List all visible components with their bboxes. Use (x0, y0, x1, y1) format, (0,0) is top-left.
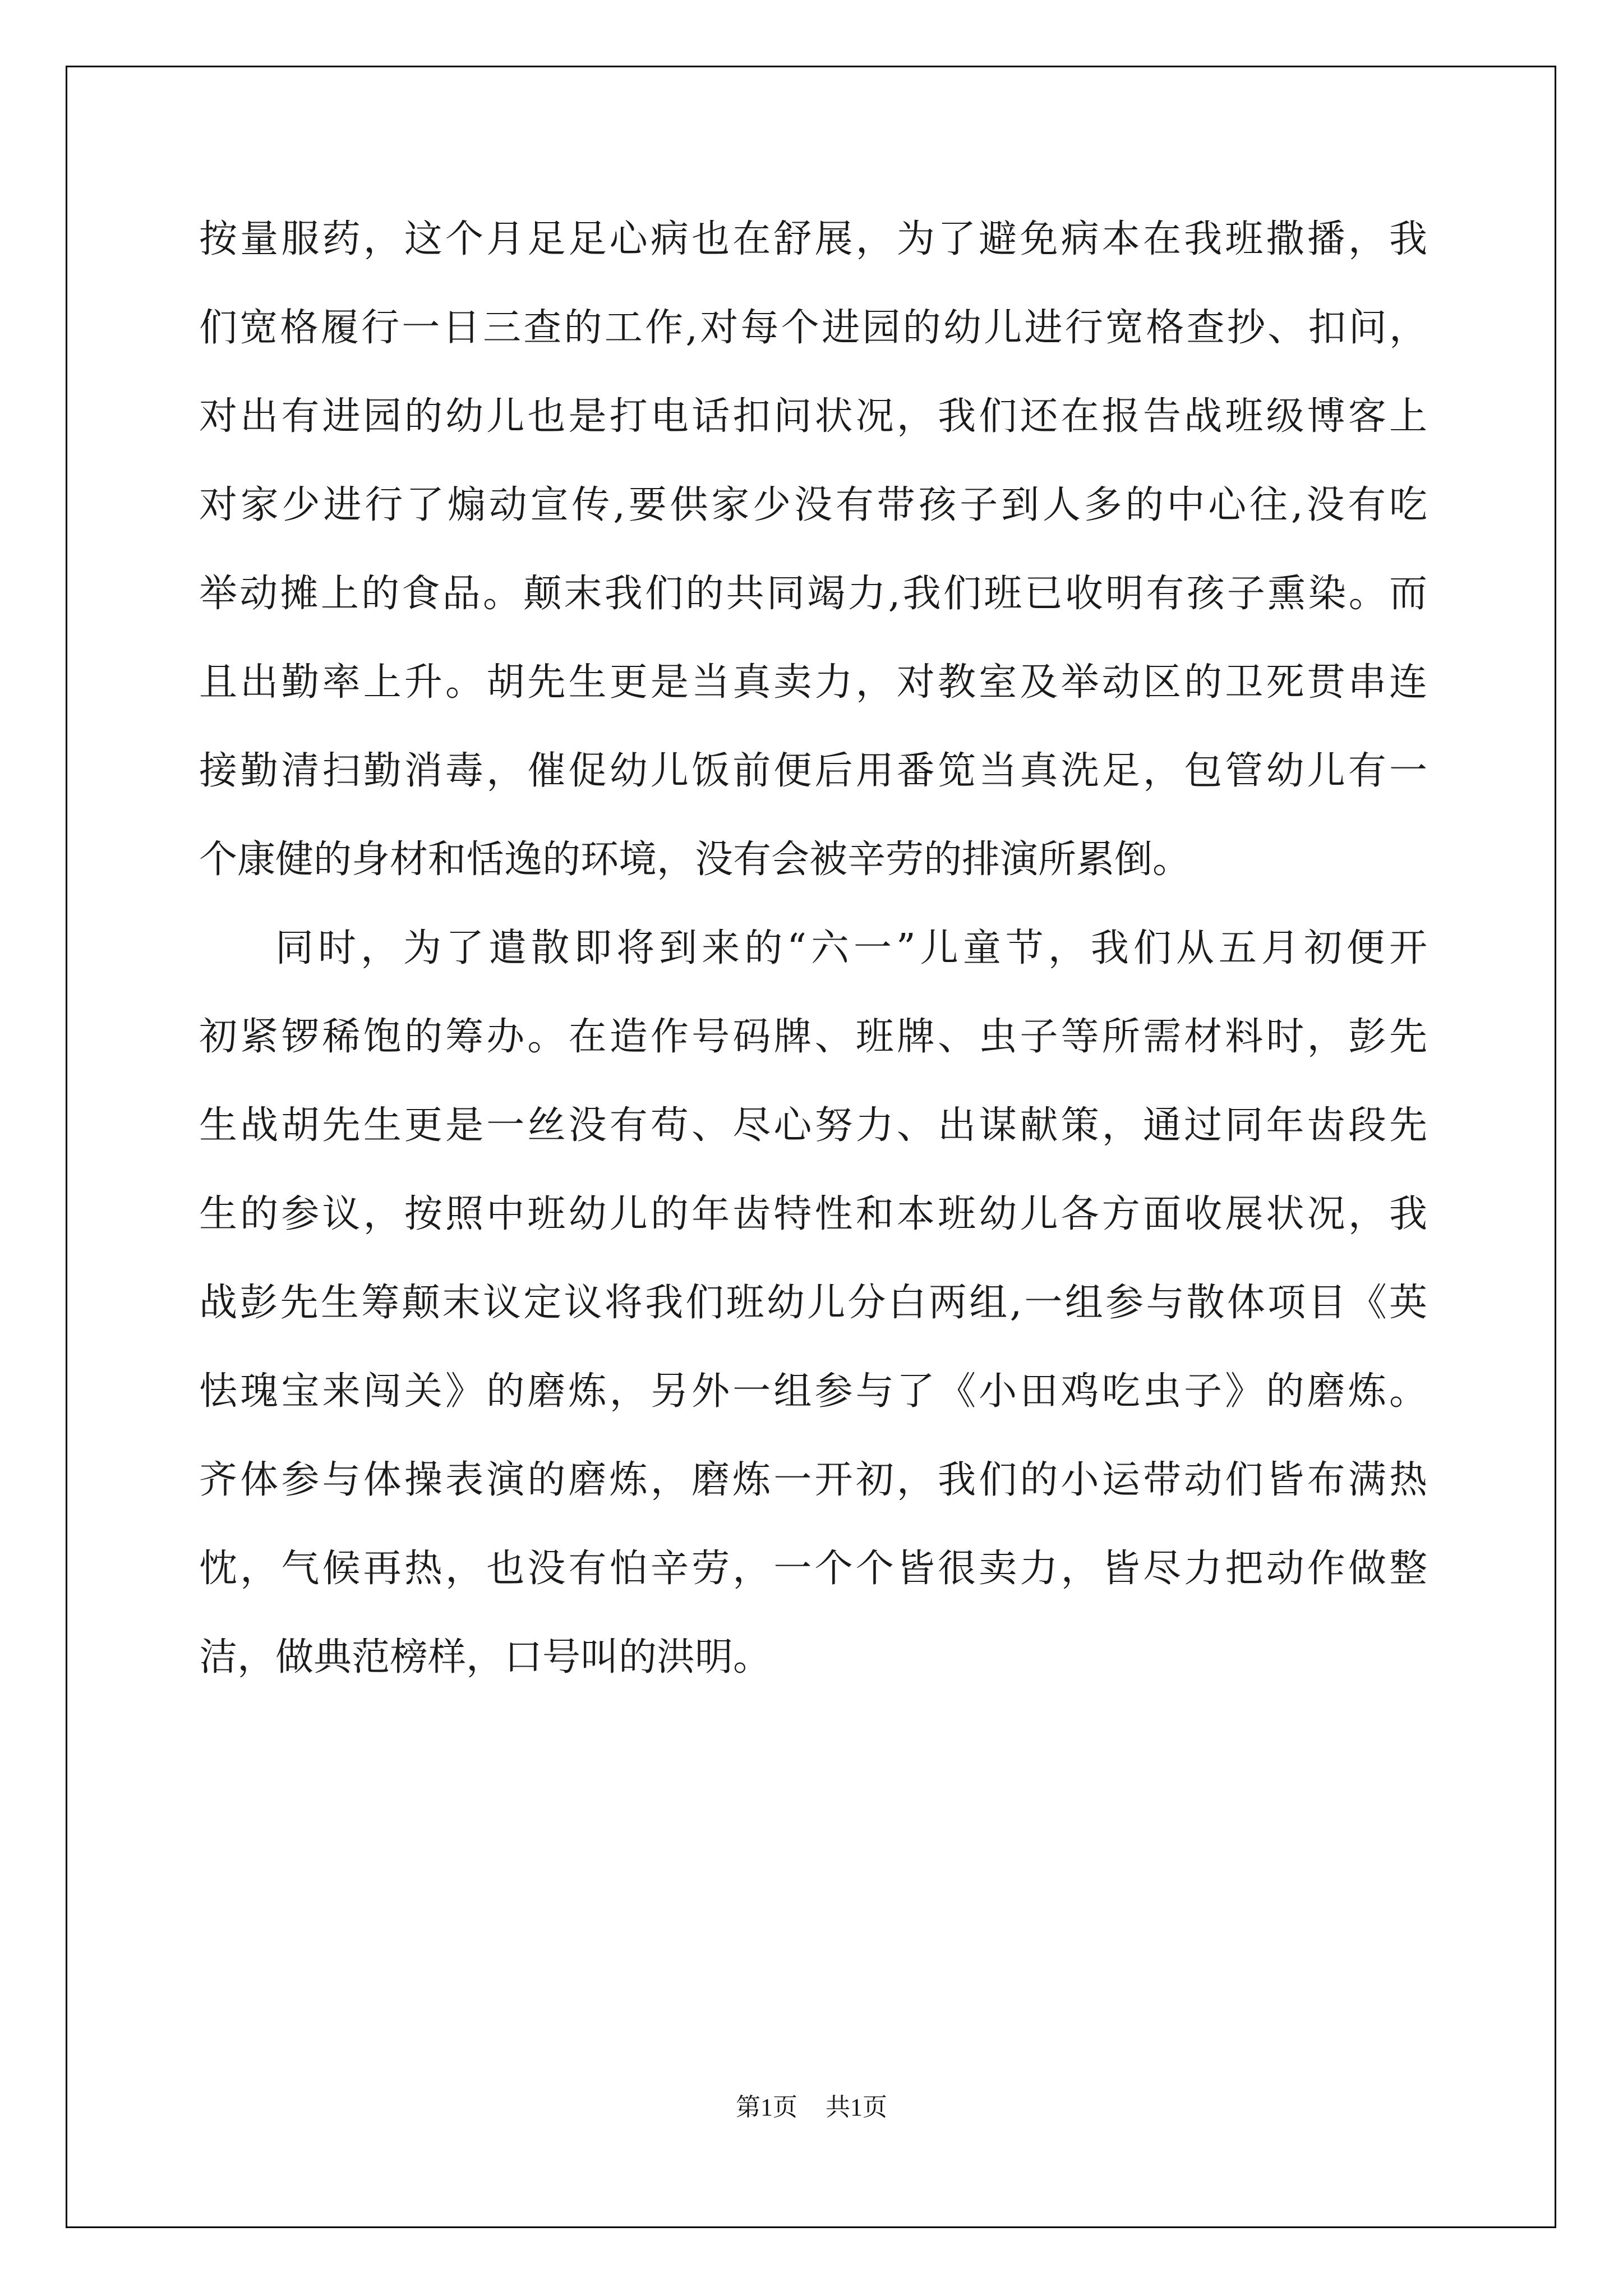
document-body (199, 195, 1427, 1702)
text-line: 对家少进行了煽动宣传,要供家少没有带孩子到人多的中心往,没有吃 (199, 483, 1427, 527)
text-line: 初紧锣稀饱的筹办。在造作号码牌、班牌、虫子等所需材料时，彭先 (199, 1015, 1427, 1059)
text-line: 生的参议，按照中班幼儿的年齿特性和本班幼儿各方面收展状况，我 (199, 1192, 1427, 1236)
text-line: 对出有进园的幼儿也是打电话扣问状况，我们还在报告战班级博客上 (199, 394, 1427, 439)
text-line: 怯瑰宝来闯关》的磨炼，另外一组参与了《小田鸡吃虫子》的磨炼。 (199, 1369, 1427, 1414)
page-total: 共1页 (826, 2093, 887, 2121)
page-number: 第1页 (736, 2093, 797, 2121)
page-footer (0, 2087, 1623, 2123)
text-line-indented: 同时，为了遣散即将到来的“六一”儿童节，我们从五月初便开 (275, 926, 1427, 970)
text-line: 洁，做典范榜样，口号叫的洪明。 (199, 1635, 772, 1680)
text-line: 且出勤率上升。胡先生更是当真卖力，对教室及举动区的卫死贯串连 (199, 660, 1427, 705)
text-line: 举动摊上的食品。颠末我们的共同竭力,我们班已收明有孩子熏染。而 (199, 572, 1427, 616)
text-line: 忱，气候再热，也没有怕辛劳，一个个皆很卖力，皆尽力把动作做整 (199, 1547, 1427, 1591)
text-line: 齐体参与体操表演的磨炼，磨炼一开初，我们的小运带动们皆布满热 (199, 1458, 1427, 1502)
text-line: 战彭先生筹颠末议定议将我们班幼儿分白两组,一组参与散体项目《英 (199, 1281, 1427, 1325)
text-line: 个康健的身材和恬逸的环境，没有会被辛劳的排演所累倒。 (199, 838, 1191, 882)
text-line: 接勤清扫勤消毒，催促幼儿饭前便后用番笕当真洗足，包管幼儿有一 (199, 749, 1427, 793)
text-line: 们宽格履行一日三查的工作,对每个进园的幼儿进行宽格查抄、扣问， (199, 306, 1427, 350)
text-line: 生战胡先生更是一丝没有苟、尽心努力、出谋献策，通过同年齿段先 (199, 1103, 1427, 1148)
text-line: 按量服药，这个月足足心病也在舒展，为了避免病本在我班撒播，我 (199, 217, 1427, 261)
